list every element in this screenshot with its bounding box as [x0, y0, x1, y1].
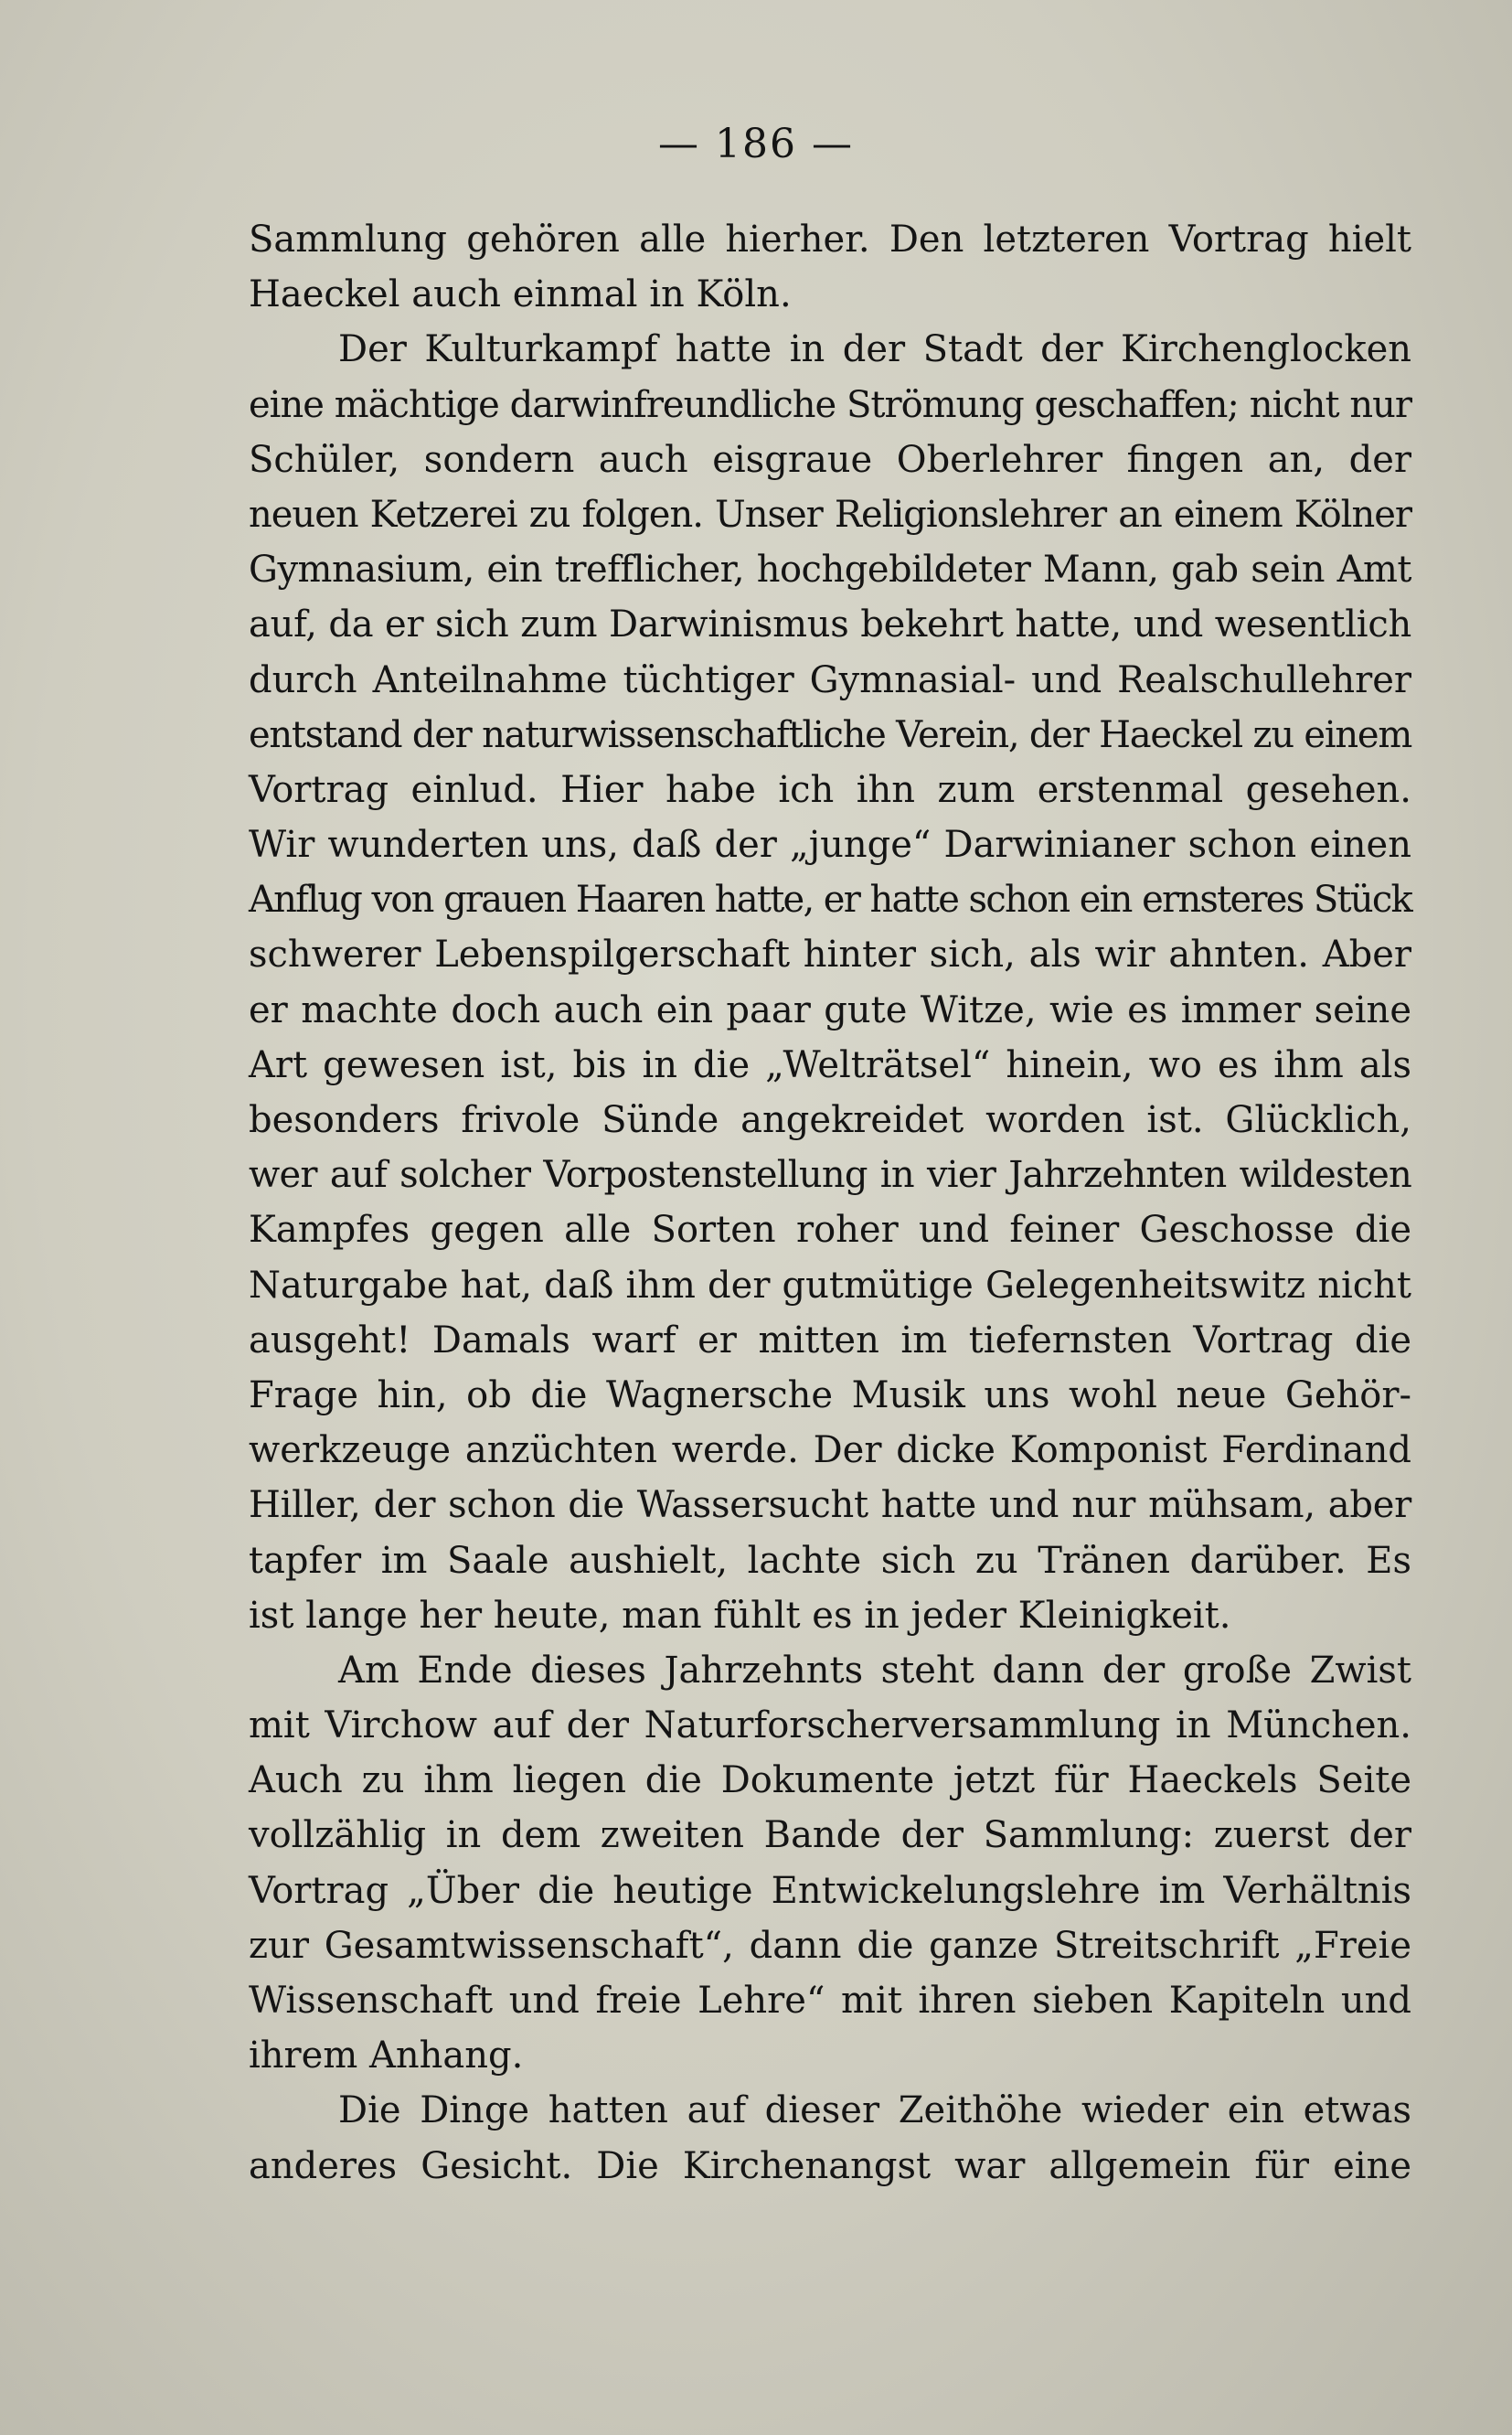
text-line: Auch zu ihm liegen die Dokumente jetzt für Haeckels Seite [249, 1759, 1411, 1802]
text-line: Vortrag „Über die heutige Entwickelungslehre im Verhältnis [249, 1869, 1411, 1912]
text-line: tapfer im Saale aushielt, lachte sich zu Tränen darüber. Es [249, 1539, 1411, 1582]
text-line: Der Kulturkampf hatte in der Stadt der Kirchenglocken [338, 328, 1411, 371]
text-line: Wissenschaft und freie Lehre“ mit ihren sieben Kapiteln und [249, 1980, 1411, 2022]
text-line: Gymnasium, ein trefflicher, hochgebildeter Mann, gab sein Amt [249, 549, 1411, 592]
text-line: durch Anteilnahme tüchtiger Gymnasial- und Realschullehrer [249, 658, 1411, 701]
text-line: schwerer Lebenspilgerschaft hinter sich, als wir ahnten. Aber [249, 934, 1411, 977]
text-line: werkzeuge anzüchten werde. Der dicke Komponist Ferdinand [249, 1429, 1411, 1472]
text-line: Wir wunderten uns, daß der „junge“ Darwinianer schon einen [249, 824, 1411, 867]
text-line: Sammlung gehören alle hierher. Den letzteren Vortrag hielt [249, 219, 1411, 261]
text-line: mit Virchow auf der Naturforscherversammlung in München. [249, 1704, 1411, 1747]
text-line: Die Dinge hatten auf dieser Zeithöhe wieder ein etwas [338, 2089, 1411, 2132]
text-line: Frage hin, ob die Wagnersche Musik uns wohl neue Gehör- [249, 1373, 1411, 1416]
text-line: eine mächtige darwinfreundliche Strömung geschaffen; nicht nur [249, 383, 1411, 426]
text-line: Am Ende dieses Jahrzehnts steht dann der große Zwist [338, 1649, 1411, 1692]
text-line: Kampfes gegen alle Sorten roher und feiner Geschosse die [249, 1209, 1411, 1252]
text-line: Vortrag einlud. Hier habe ich ihn zum erstenmal gesehen. [249, 768, 1411, 811]
text-line: vollzählig in dem zweiten Bande der Sammlung: zuerst der [249, 1814, 1411, 1857]
page-number: — 186 — [658, 121, 854, 167]
text-line: Haeckel auch einmal in Köln. [249, 273, 792, 316]
text-line: anderes Gesicht. Die Kirchenangst war allgemein für eine [249, 2144, 1411, 2187]
text-line: wer auf solcher Vorpostenstellung in vier Jahrzehnten wildesten [249, 1154, 1411, 1197]
text-line: ihrem Anhang. [249, 2035, 524, 2077]
text-line: Art gewesen ist, bis in die „Welträtsel“ hinein, wo es ihm als [249, 1043, 1411, 1086]
text-line: ist lange her heute, man fühlt es in jeder Kleinigkeit. [249, 1594, 1231, 1637]
text-line: er machte doch auch ein paar gute Witze, wie es immer seine [249, 988, 1411, 1031]
text-line: ausgeht! Damals warf er mitten im tiefernsten Vortrag die [249, 1319, 1411, 1362]
text-line: zur Gesamtwissenschaft“, dann die ganze Streitschrift „Freie [249, 1924, 1411, 1967]
text-line: neuen Ketzerei zu folgen. Unser Religionslehrer an einem Kölner [249, 493, 1411, 536]
text-line: besonders frivole Sünde angekreidet worden ist. Glücklich, [249, 1099, 1411, 1141]
text-line: Naturgabe hat, daß ihm der gutmütige Gelegenheitswitz nicht [249, 1264, 1411, 1307]
text-line: entstand der naturwissenschaftliche Verein, der Haeckel zu einem [249, 713, 1411, 756]
text-line: auf, da er sich zum Darwinismus bekehrt hatte, und wesentlich [249, 603, 1411, 646]
text-line: Hiller, der schon die Wassersucht hatte und nur mühsam, aber [249, 1484, 1411, 1527]
body-text [249, 212, 1411, 2194]
text-line: Anflug von grauen Haaren hatte, er hatte schon ein ernsteres Stück [249, 879, 1411, 922]
text-line: Schüler, sondern auch eisgraue Oberlehrer fingen an, der [249, 438, 1411, 481]
